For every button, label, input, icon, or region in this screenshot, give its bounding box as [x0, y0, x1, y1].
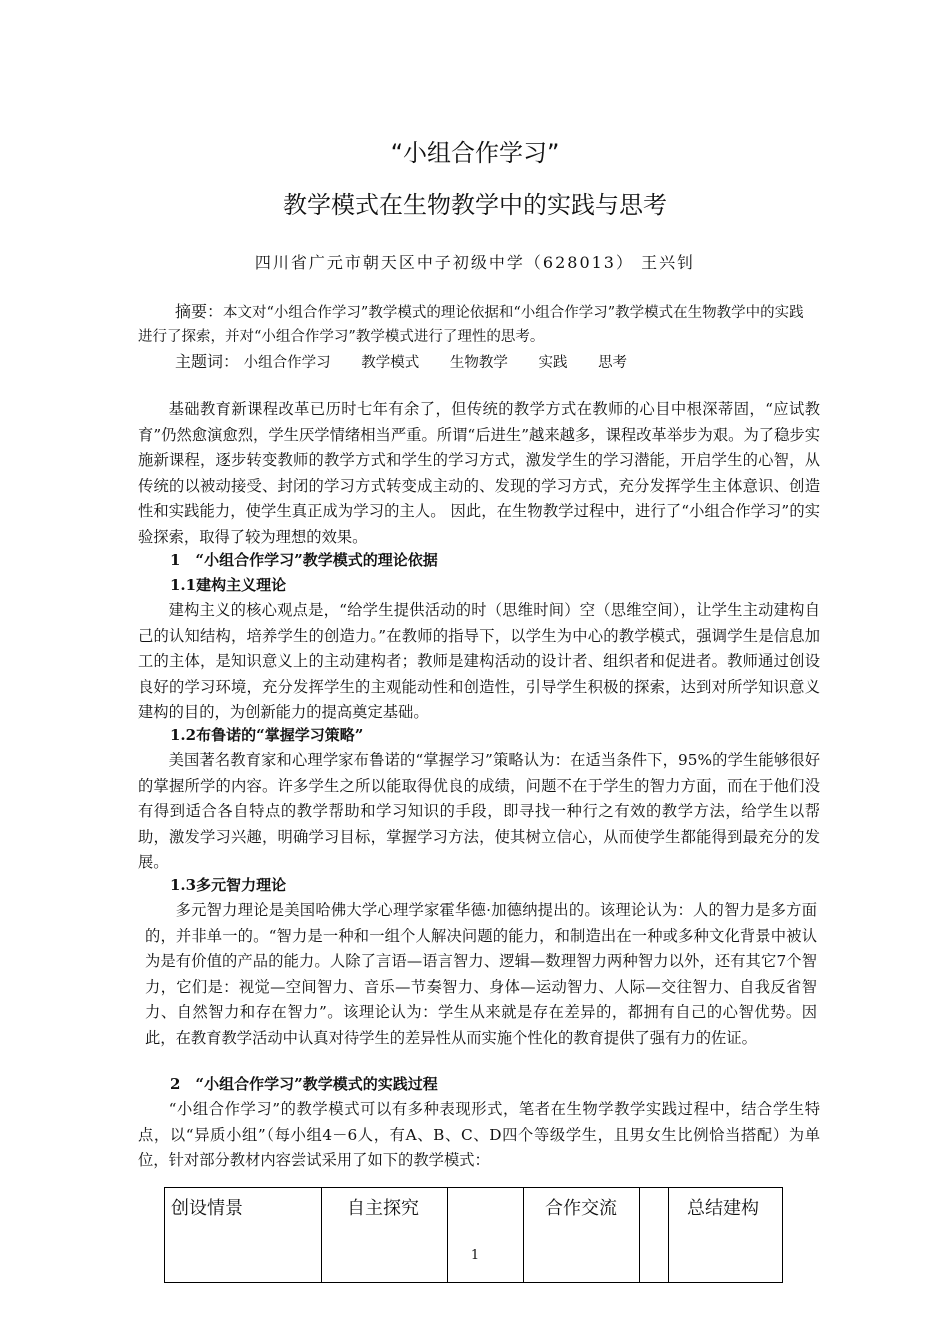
diagram-step-4 [687, 1194, 759, 1220]
diagram-step-1 [171, 1194, 243, 1220]
diagram-step-label: 自主探究 [347, 1198, 419, 1219]
abstract [138, 300, 818, 349]
page-number: 1 [470, 1248, 480, 1263]
diagram-step-2 [347, 1194, 419, 1220]
section-2-paragraph [138, 1097, 820, 1174]
section-1-1-paragraph [138, 598, 820, 726]
keyword-item: 思考 [598, 355, 628, 371]
author-line: 四川省广元市朝天区中子初级中学（628013） 王兴钊 [254, 253, 696, 272]
abstract-text: 本文对“小组合作学习”教学模式的理论依据和“小组合作学习”教学模式在生物教学中的实践进行了探索，并对“小组合作学习”教学模式进行了理性的思考。 [138, 305, 804, 345]
abstract-label: 摘要： [175, 302, 224, 321]
keyword-item: 生物教学 [449, 355, 508, 371]
section-1-2-text: 美国著名教育家和心理学家布鲁诺的“掌握学习”策略认为：在适当条件下，95%的学生能够很好的掌握所学的内容。许多学生之所以能取得优良的成绩，问题不在于学生的智力方面，而在于他们没有得到适合各自特点的教学帮助和学习知识的手段，即寻找一种行之有效的教学方法，给学生以帮助，激发学习兴趣，明确学习目标，掌握学习方法，使其树立信心，从而使学生都能得到最充分的发展。 [138, 751, 820, 871]
diagram-step-label: 合作交流 [545, 1198, 617, 1219]
title-line-1: “小组合作学习” [390, 139, 560, 167]
section-2-heading: 2 “小组合作学习”教学模式的实践过程 [170, 1075, 438, 1093]
section-1-2-heading: 1.2布鲁诺的“掌握学习策略” [170, 726, 364, 744]
keyword-item: 实践 [538, 355, 568, 371]
keyword-item: 小组合作学习 [243, 355, 331, 371]
keywords-label: 主题词： [175, 352, 240, 371]
section-1-3-text: 多元智力理论是美国哈佛大学心理学家霍华德·加德纳提出的。该理论认为：人的智力是多方面的，并非单一的。“智力是一种和一组个人解决问题的能力，和制造出在一种或多种文化背景中被认为是有价值的产品的能力。人除了言语—语言智力、逻辑—数理智力两种智力以外，还有其它7个智力，它们是：视觉—空间智力、音乐—节奏智力、身体—运动智力、人际—交往智力、自我反省智力、自然智力和存在智力”。该理论认为：学生从来就是存在差异的，都拥有自己的心智优势。因此，在教育教学活动中认真对待学生的差异性从而实施个性化的教育提供了强有力的佐证。 [145, 901, 817, 1047]
section-1-3-paragraph [145, 898, 817, 1051]
section-1-1-text: 建构主义的核心观点是，“给学生提供活动的时（思维时间）空（思维空间），让学生主动建构自己的认知结构，培养学生的创造力。”在教师的指导下，以学生为中心的教学模式，强调学生是信息加工的主体，是知识意义上的主动建构者；教师是建构活动的设计者、组织者和促进者。教师通过创设良好的学习环境，充分发挥学生的主观能动性和创造性，引导学生积极的探索，达到对所学知识意义建构的目的，为创新能力的提高奠定基础。 [138, 601, 820, 721]
section-1-heading: 1 “小组合作学习”教学模式的理论依据 [170, 551, 438, 569]
title-line-2: 教学模式在生物教学中的实践与思考 [283, 191, 667, 219]
section-2-text: “小组合作学习”的教学模式可以有多种表现形式，笔者在生物学教学实践过程中，结合学生特点，以“异质小组”（每小组4－6人，有A、B、C、D四个等级学生，且男女生比例恰当搭配）为单位，针对部分教材内容尝试采用了如下的教学模式： [138, 1100, 820, 1169]
section-1-3-heading: 1.3多元智力理论 [170, 876, 287, 894]
diagram-step-label: 总结建构 [687, 1198, 759, 1219]
keywords [175, 350, 653, 375]
section-1-1-heading: 1.1建构主义理论 [170, 576, 287, 594]
intro-text: 基础教育新课程改革已历时七年有余了，但传统的教学方式在教师的心目中根深蒂固，“应试教育”仍然愈演愈烈，学生厌学情绪相当严重。所谓“后进生”越来越多，课程改革举步为艰。为了稳步实施新课程，逐步转变教师的教学方式和学生的学习方式，激发学生的学习潜能，开启学生的心智，从传统的以被动接受、封闭的学习方式转变成主动的、发现的学习方式，充分发挥学生主体意识、创造性和实践能力，使学生真正成为学习的主人。 因此，在生物教学过程中，进行了“小组合作学习”的实验探索，取得了较为理想的效果。 [138, 400, 820, 546]
keyword-item: 教学模式 [361, 355, 420, 371]
diagram-step-3 [545, 1194, 617, 1220]
diagram-step-label: 创设情景 [171, 1198, 243, 1219]
intro-paragraph [138, 397, 820, 550]
section-1-2-paragraph [138, 748, 820, 876]
